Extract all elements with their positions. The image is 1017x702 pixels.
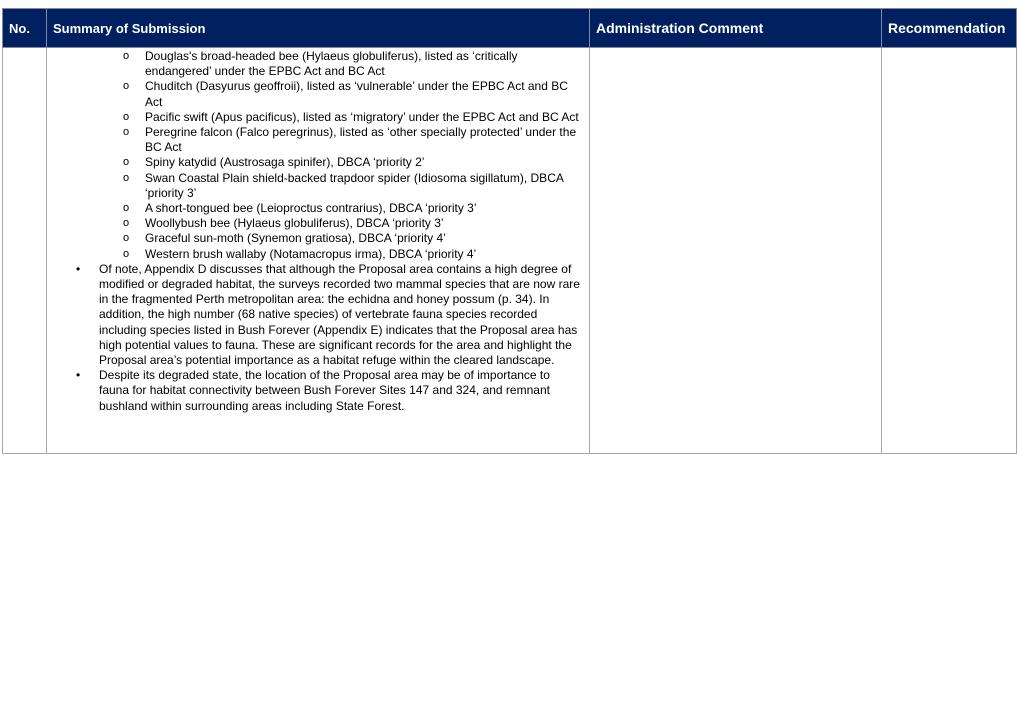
list-item-text: Graceful sun-moth (Synemon gratiosa), DBCA ‘priority 4’ [145, 231, 446, 246]
circle-bullet-icon: o [123, 247, 130, 260]
list-item [123, 201, 589, 216]
list-item-text: Of note, Appendix D discusses that although the Proposal area contains a high degree of modified or degraded habitat, the surveys recorded two mammal species that are now rare in the fragmented Perth metropolitan area: the echidna and honey possum (p. 34). In addition, the high number (68 native species) of vertebrate fauna species recorded including species listed in Bush Forever (Appendix E) indicates that the Proposal area has high potential values to fauna. These are significant records for the area and highlight the Proposal area’s potential importance as a habitat refuge within the cleared landscape. [99, 261, 580, 368]
cell-summary [47, 48, 590, 454]
summary-bullets [47, 262, 589, 414]
list-item-text: Douglas's broad-headed bee (Hylaeus globuliferus), listed as ‘critically endangered’ under the EPBC Act and BC Act [145, 49, 518, 79]
header-admin-comment: Administration Comment [590, 9, 882, 48]
list-item-text: Despite its degraded state, the location of the Proposal area may be of importance to fauna for habitat connectivity between Bush Forever Sites 147 and 324, and remnant bushland within surrounding areas including State Forest. [99, 368, 550, 413]
list-item-text: Woollybush bee (Hylaeus globuliferus), DBCA ‘priority 3’ [145, 216, 444, 231]
circle-bullet-icon: o [123, 50, 130, 62]
bullet-icon: • [76, 261, 81, 276]
list-item [76, 261, 589, 368]
cell-admin-comment [590, 48, 882, 454]
list-item-text: A short-tongued bee (Leioproctus contrarius), DBCA ‘priority 3’ [145, 201, 477, 216]
list-item [123, 170, 589, 201]
table-header-row [3, 9, 1017, 48]
header-summary: Summary of Submission [47, 9, 590, 48]
cell-recommendation [882, 48, 1017, 454]
list-item [76, 368, 589, 414]
list-item [123, 125, 589, 155]
circle-bullet-icon: o [123, 110, 130, 123]
list-item [123, 49, 589, 79]
circle-bullet-icon: o [123, 232, 130, 245]
submissions-table [2, 8, 1017, 454]
list-item-text: Pacific swift (Apus pacificus), listed as ‘migratory’ under the EPBC Act and BC Act [145, 109, 579, 124]
list-item-text: Peregrine falcon (Falco peregrinus), listed as ‘other specially protected’ under the BC Act [145, 125, 577, 155]
list-item [123, 246, 589, 262]
list-item [123, 109, 589, 125]
list-item [123, 231, 589, 246]
list-item-text: Swan Coastal Plain shield-backed trapdoor spider (Idiosoma sigillatum), DBCA ‘priority 3’ [145, 170, 564, 200]
species-list [47, 48, 589, 262]
table-row [3, 48, 1017, 454]
bullet-icon: • [76, 368, 81, 383]
list-item [123, 216, 589, 231]
list-item-text: Western brush wallaby (Notamacropus irma), DBCA ‘priority 4’ [145, 246, 477, 261]
cell-no [3, 48, 47, 454]
header-recommendation: Recommendation [882, 9, 1017, 48]
circle-bullet-icon: o [123, 126, 130, 139]
circle-bullet-icon: o [123, 171, 130, 184]
list-item-text: Spiny katydid (Austrosaga spinifer), DBCA ‘priority 2’ [145, 155, 425, 170]
circle-bullet-icon: o [123, 202, 130, 215]
list-item-text: Chuditch (Dasyurus geoffroii), listed as ‘vulnerable’ under the EPBC Act and BC Act [145, 79, 568, 109]
list-item [123, 79, 589, 109]
list-item [123, 155, 589, 170]
circle-bullet-icon: o [123, 80, 130, 93]
circle-bullet-icon: o [123, 156, 130, 169]
circle-bullet-icon: o [123, 217, 130, 230]
header-no: No. [3, 9, 47, 48]
